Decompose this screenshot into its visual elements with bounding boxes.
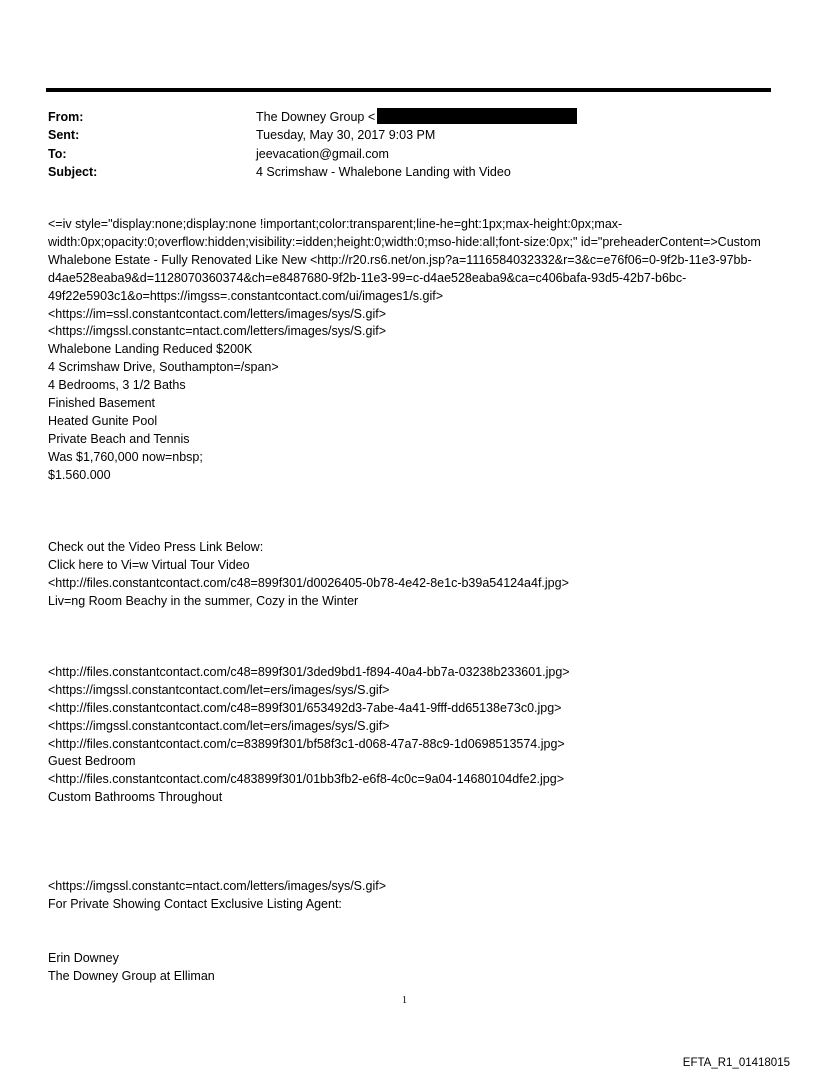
body-line: Was $1,760,000 now=nbsp; xyxy=(48,449,203,464)
body-line: <https://im=ssl.constantcontact.com/letters/images/sys/S.gif> xyxy=(48,306,386,321)
to-value: jeevacation@gmail.com xyxy=(256,146,389,161)
body-line: Private Beach and Tennis xyxy=(48,431,190,446)
signature-company: The Downey Group at Elliman xyxy=(48,968,215,983)
body-line: <http://files.constantcontact.com/c48=899f301/d0026405-0b78-4e42-8e1c-b39a54124a4f.jpg> xyxy=(48,575,569,590)
body-line: $1.560.000 xyxy=(48,467,111,482)
from-label: From: xyxy=(48,110,84,124)
subject-label: Subject: xyxy=(48,165,98,180)
body-line: <http://files.constantcontact.com/c483899f301/01bb3fb2-e6f8-4c0c=9a04-14680104dfe2.jpg> xyxy=(48,772,565,787)
body-block-contact xyxy=(48,878,768,914)
signature-name: Erin Downey xyxy=(48,951,119,965)
body-block-images xyxy=(48,664,768,807)
document-id: EFTA_R1_01418015 xyxy=(682,1057,790,1069)
from-value xyxy=(256,108,577,126)
body-line: <http://files.constantcontact.com/c48=899f301/653492d3-7abe-4a41-9fff-dd65138e73c0.jpg> xyxy=(48,700,562,715)
from-sender: The Downey Group < xyxy=(256,110,376,124)
body-line: 4 Scrimshaw Drive, Southampton=/span> xyxy=(48,360,279,375)
body-line: Liv=ng Room Beachy in the summer, Cozy in the Winter xyxy=(48,593,359,608)
body-block-listing xyxy=(48,216,768,484)
body-line: <https://imgssl.constantc=ntact.com/letters/images/sys/S.gif> xyxy=(48,879,386,893)
body-line: <http://files.constantcontact.com/c48=899f301/3ded9bd1-f894-40a4-bb7a-03238b233601.jpg> xyxy=(48,665,570,679)
sent-value: Tuesday, May 30, 2017 9:03 PM xyxy=(256,128,436,143)
body-line: Heated Gunite Pool xyxy=(48,413,158,428)
body-line: <https://imgssl.constantcontact.com/let=ers/images/sys/S.gif> xyxy=(48,718,390,733)
body-line: Guest Bedroom xyxy=(48,754,136,769)
body-line: Custom Bathrooms Throughout xyxy=(48,790,223,805)
subject-value: 4 Scrimshaw - Whalebone Landing with Video xyxy=(256,165,511,180)
body-line: 4 Bedrooms, 3 1/2 Baths xyxy=(48,378,186,393)
body-line: <http://files.constantcontact.com/c=83899f301/bf58f3c1-d068-47a7-88c9-1d0698513574.jpg> xyxy=(48,736,565,751)
body-line: <https://imgssl.constantcontact.com/let=ers/images/sys/S.gif> xyxy=(48,682,390,697)
preheader-code-line: <=iv style="display:none;display:none !important;color:transparent;line-he=ght:1px;max-height:0px;max-width:0px;opacity:0;overflow:hidden;visibility:=idden;height:0;width:0;mso-hide:all;font-size:0px;" id="preheaderContent=>Custom Whalebone Estate - Fully Renovated Like New <http://r20.rs6.net/on.jsp?a=1116584032332&r=3&c=e76f06=0-9f2b-11e3-97bb-d4ae528eaba9&d=1128070360374&ch=e8487680-9f2b-11e3-99=c-d4ae528eaba9&ca=c406bafa-93d5-42b7-b6bc-49f22e5903c1&o=https://imgss=.constantcontact.com/ui/images1/s.gif> xyxy=(48,217,761,303)
sent-label: Sent: xyxy=(48,128,80,143)
body-line: Check out the Video Press Link Below: xyxy=(48,540,264,554)
header-rule xyxy=(46,88,771,92)
body-line: For Private Showing Contact Exclusive Listing Agent: xyxy=(48,896,342,911)
redaction-box xyxy=(377,108,577,124)
page-number: 1 xyxy=(402,995,407,1006)
signature-block xyxy=(48,950,768,986)
body-line: <https://imgssl.constantc=ntact.com/letters/images/sys/S.gif> xyxy=(48,324,386,339)
body-line: Click here to Vi=w Virtual Tour Video xyxy=(48,557,250,572)
body-line: Finished Basement xyxy=(48,395,156,410)
body-block-video xyxy=(48,539,768,611)
body-line: Whalebone Landing Reduced $200K xyxy=(48,342,253,357)
to-label: To: xyxy=(48,146,67,161)
